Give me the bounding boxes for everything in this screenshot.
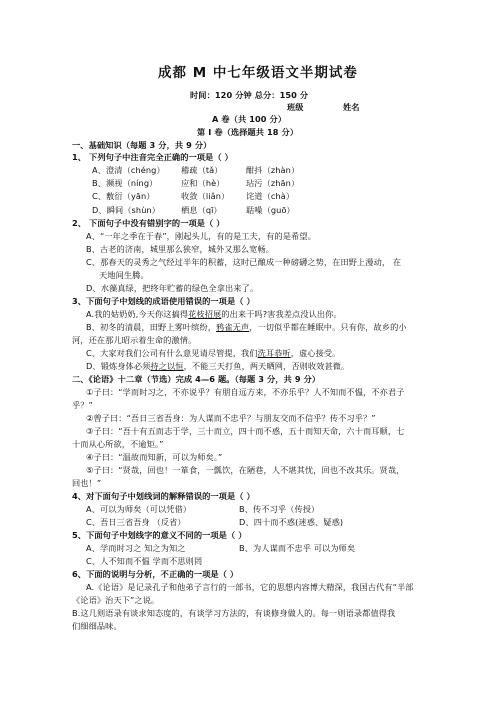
q3-option-c	[86, 348, 340, 359]
q2-stem: 2、 下面句子中没有错别字的一项是（ ）	[72, 218, 225, 228]
section-2-heading: 二、《论语》十二章（节选）完成 4—6 题。（每题 3 分，共 9 分）	[72, 374, 321, 384]
lunyu-2: ②曾子曰：“吾日三省吾身：为人谋而不忠乎？与朋友交而不信乎？传不习乎？”	[86, 413, 376, 423]
q2-option-d: D、水藻真绿，把终年贮蓄的绿色全拿出来了。	[86, 283, 259, 293]
q5-option-a: A、学而时习之 知之为知之	[86, 543, 186, 553]
lunyu-5-line2: 回也！”	[72, 478, 102, 488]
q1-option-b-3: 玷污（zhān）	[246, 178, 300, 188]
q3-a-text: A.我的姑奶奶,今天你这搞得	[86, 309, 189, 319]
lunyu-3-line1: ③子曰：“吾十有五而志于学，三十而立，四十而不惑，五十而知天命，六十而耳顺，七	[86, 426, 405, 436]
q1-option-c-2: 收敛（liǎn）	[181, 191, 230, 201]
q6-option-a-line2: 《论语》治天下”之说。	[72, 595, 160, 605]
q5-option-b: B、为人谋而不忠乎 可以为师矣	[239, 543, 356, 553]
q3-d-text-end: ，不能三天打鱼，两天晒网，否则收效甚微。	[183, 361, 350, 371]
q1-option-d-3: 聒噪（guō）	[246, 205, 295, 215]
q3-b-text-end: ，一切似乎都在睡眠中。只有你，故乡的小	[249, 322, 407, 332]
class-label: 班级	[287, 102, 304, 112]
q1-option-d-2: 栖息（qī）	[181, 205, 222, 215]
q4-option-a: A、可以为师矣（可以凭借）	[86, 504, 192, 514]
q2-option-b: B、古老的济南，城里那么狭窄，城外又那么宽畅。	[86, 244, 275, 254]
part-1-heading: 第 I 卷（选择题共 18 分）	[197, 127, 299, 137]
q4-stem: 4、对下面句子中划线词的解释错误的一项是（ ）	[72, 491, 255, 501]
q4-option-c: C、吾日三省吾身 （反省）	[86, 517, 186, 527]
q1-option-b-1: B、濒视（níng）	[92, 178, 158, 188]
q3-c-idiom: 洗耳恭听	[257, 348, 291, 358]
lunyu-4: ④子曰：“温故而知新，可以为师矣。”	[86, 452, 223, 462]
name-label: 姓名	[343, 102, 360, 112]
q1-option-c-1: C、敷衍（yān）	[92, 191, 155, 201]
q1-option-d-1: D、瞬间（shùn）	[92, 205, 161, 215]
lunyu-5-line1: ⑤子曰：“贤哉，回也！一箪食，一瓢饮，在陋巷，人不堪其忧，回也不改其乐。贤哉，	[86, 465, 405, 475]
q4-option-b: B、传不习乎（传授）	[239, 504, 320, 514]
q3-stem: 3、下面句子中划线的成语使用错误的一项是（ ）	[72, 296, 255, 306]
q3-a-idiom: 花枝招展	[188, 309, 222, 319]
lunyu-3-line2: 十而从心所欲，不逾矩。”	[72, 439, 164, 449]
q3-c-text-end: ，虚心接受。	[290, 348, 341, 358]
q3-option-d	[86, 361, 349, 372]
q4-option-d: D、四十而不惑(迷惑、疑惑)	[239, 517, 344, 527]
q3-c-text: C、大家对我们公司有什么意见请尽管提，我们	[86, 348, 258, 358]
q6-stem: 6、下面的说明与分析，不正确的一项是（ ）	[72, 569, 239, 579]
q6-option-b-line2: 们细细品味。	[72, 621, 122, 631]
q3-option-b	[86, 322, 407, 333]
exam-title: 成都 M 中七年级语文半期试卷	[158, 65, 358, 81]
lunyu-1-line2: 乎？”	[72, 400, 93, 410]
section-1-heading: 一、基础知识（每题 3 分，共 9 分）	[72, 140, 212, 150]
q2-option-c-line1: C、那春天的灵秀之气经过半年的积蓄，这时已酿成一种磅礴之势，在田野上漫动， 在	[86, 257, 402, 267]
q1-stem: 1、 下列句子中注音完全正确的一项是（ ）	[72, 152, 233, 162]
q3-d-text: D、锻炼身体必须	[86, 361, 151, 371]
q1-option-a-1: A、澄清（chéng）	[92, 165, 165, 175]
q3-a-text-end: 的出来干吗?害我差点没认出你。	[221, 309, 342, 319]
q1-option-a-2: 稽疏（tǎ）	[181, 165, 223, 175]
q6-option-b-line1: B.这几则语录有谈求知态度的，有谈学习方法的，有谈修身做人的。每一则语录都值得我	[72, 608, 396, 618]
q6-option-a-line1: A.《论语》是记录孔子和他弟子言行的一部书，它的思想内容博大精深，我国古代有“半部	[86, 582, 414, 592]
q3-b-text: B、初冬的清晨，田野上雾叶缤纷，	[86, 322, 217, 332]
q2-option-a: A、“一年之季在于春”，刚起头儿，有的是工夫，有的是希望。	[86, 231, 316, 241]
q1-option-a-3: 酣抖（zhàn）	[246, 165, 300, 175]
q2-option-c-line2: 天地间生腾。	[99, 270, 149, 280]
q3-b-idiom: 鸦雀无声	[216, 322, 250, 332]
q3-option-a	[86, 309, 342, 320]
volume-a-heading: A 卷（共 100 分）	[212, 114, 287, 124]
q5-option-c: C、人不知而不愠 学而不思则罔	[86, 556, 203, 566]
q5-stem: 5、下面句子中划线字的意义不同的一项是（ ）	[72, 530, 247, 540]
q1-option-c-3: 诧道（chà）	[246, 191, 295, 201]
lunyu-1-line1: ①子曰：“学而时习之，不亦说乎？有朋自远方来，不亦乐乎？人不知而不愠，不亦君子	[86, 387, 405, 397]
exam-meta: 时间：120 分钟 总分：150 分	[190, 90, 309, 100]
q1-option-b-2: 应和（hè）	[181, 178, 225, 188]
q3-d-idiom: 持之以恒	[150, 361, 184, 371]
q3-option-b-line2: 河，还在那儿昭示着生命的激情。	[72, 335, 197, 345]
